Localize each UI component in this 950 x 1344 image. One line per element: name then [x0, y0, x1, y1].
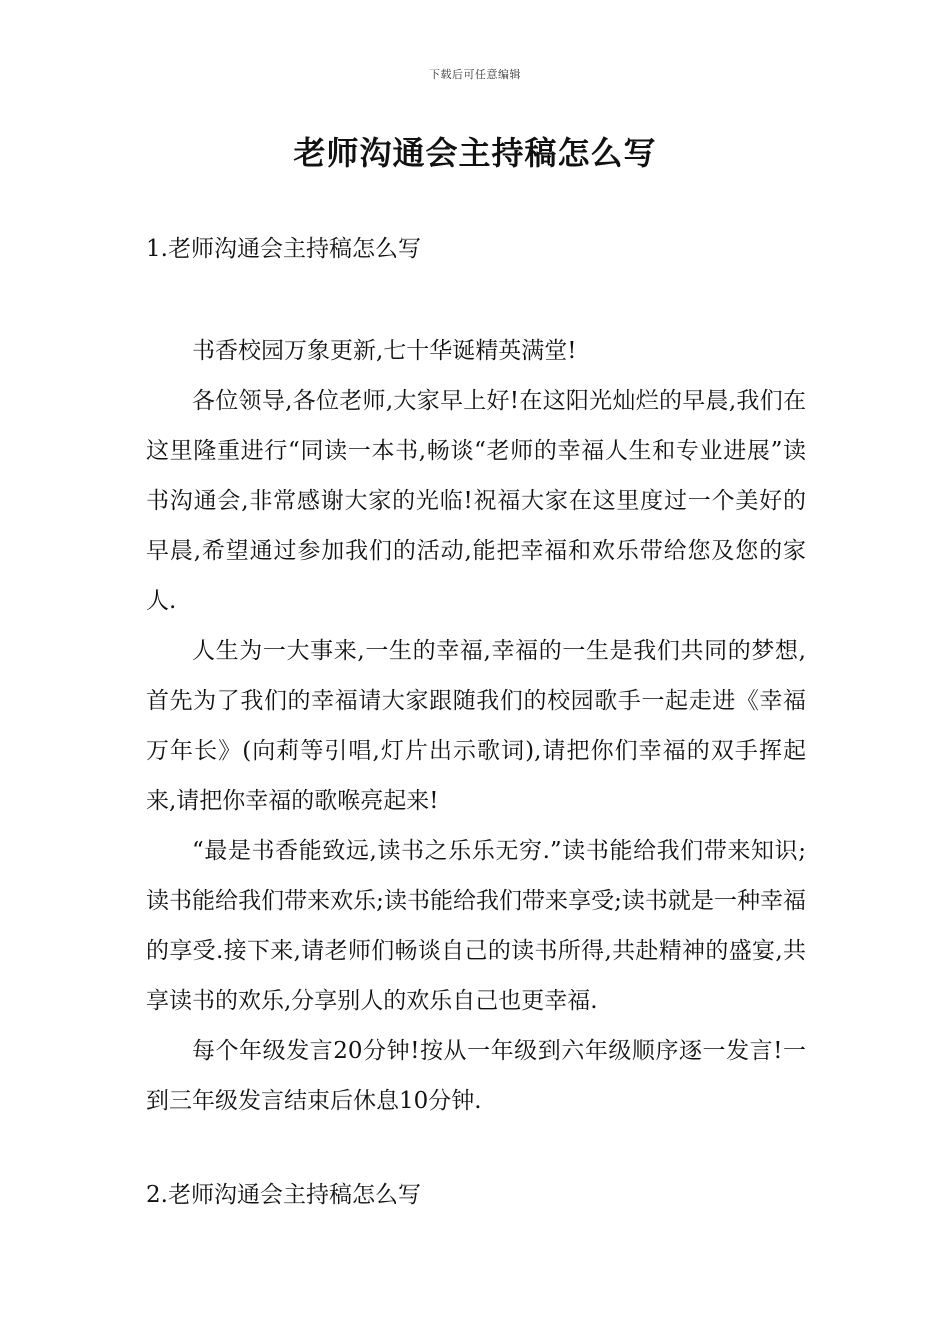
paragraph-greeting: 各位领导,各位老师,大家早上好!在这阳光灿烂的早晨,我们在这里隆重进行“同读一本书,畅谈“老师的幸福人生和专业进展”读书沟通会,非常感谢大家的光临!祝福大家在这里度过一个美好的早晨,希望通过参加我们的活动,能把幸福和欢乐带给您及您的家人. [146, 388, 806, 614]
section-heading-2: 2.老师沟通会主持稿怎么写 [146, 1182, 421, 1208]
paragraph-intro: 书香校园万象更新,七十华诞精英满堂! [192, 338, 577, 364]
body-text [146, 326, 806, 1126]
paragraph-reading: “最是书香能致远,读书之乐乐无穷.”读书能给我们带来知识;读书能给我们带来欢乐;读书能给我们带来享受;读书就是一种幸福的享受.接下来,请老师们畅谈自己的读书所得,共赴精神的盛宴,共享读书的欢乐,分享别人的欢乐自己也更幸福. [146, 838, 806, 1014]
paragraph-schedule: 每个年级发言20分钟!按从一年级到六年级顺序逐一发言!一到三年级发言结束后休息10分钟. [146, 1038, 806, 1114]
paragraph-song: 人生为一大事来,一生的幸福,幸福的一生是我们共同的梦想,首先为了我们的幸福请大家跟随我们的校园歌手一起走进《幸福万年长》(向莉等引唱,灯片出示歌词),请把你们幸福的双手挥起来,请把你幸福的歌喉亮起来! [146, 638, 806, 814]
section-heading-1: 1.老师沟通会主持稿怎么写 [146, 236, 421, 262]
header-note: 下载后可任意编辑 [429, 68, 521, 81]
document-title: 老师沟通会主持稿怎么写 [293, 134, 657, 172]
